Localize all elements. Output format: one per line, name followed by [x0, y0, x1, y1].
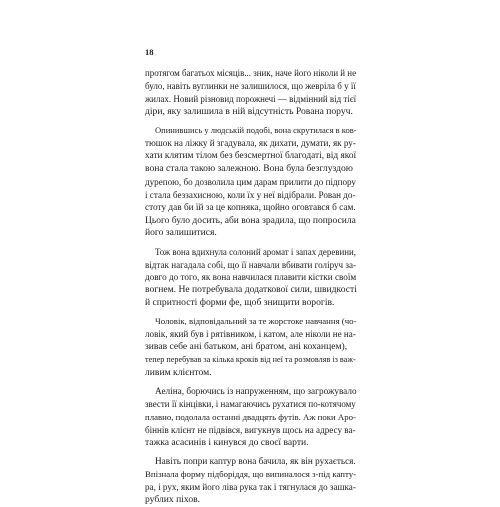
text-line: довго до того, як вона навчилася плавити кістки своїм	[145, 272, 357, 283]
text-line: хати клятим тілом без безсмертної благодаті, від якої	[145, 150, 357, 161]
text-line: звести її кінцівки, і намагаючись рухатися по-котячому	[145, 399, 356, 410]
text-line: ловік, який був і рятівником, і катом, але ніколи не на-	[145, 329, 356, 340]
text-line: його залишитися.	[145, 227, 217, 239]
text-line: діри, яку залишила в ній відсутність Рована поруч.	[145, 105, 353, 117]
text-line: тюшок на ліжку й згадувала, як дихати, думати, як ру-	[145, 137, 356, 148]
text-line: Цього було досить, аби вона зрадила, що попросила	[145, 215, 356, 226]
text-line: й спритності форми фе, щоб знищити ворогів.	[145, 297, 335, 309]
text-line: протягом багатьох місяців... зник, наче його ніколи й не	[145, 68, 357, 78]
text-line: рублих піхов.	[145, 494, 201, 505]
text-line: було, навіть вуглинки не залишилося, що жевріла б у її	[145, 80, 356, 91]
paragraph	[145, 315, 357, 380]
text-line: жилах. Новий різновид порожнечі — відмінний від тієї	[145, 93, 357, 104]
paragraph	[145, 67, 357, 119]
text-line: біннів клієнт не підвівся, вигукнув щось на адресу ва-	[145, 425, 356, 436]
text-line: ливим клієнтом.	[145, 367, 212, 379]
text-line: вона стала такою залежною. Вона була безглуздою	[145, 162, 353, 174]
text-line: відтак нагадала собі, що її навчали вбивати голіруч за-	[145, 259, 357, 270]
paragraph	[145, 385, 357, 450]
text-line: Тож вона вдихнула солоний аромат і запах деревини,	[155, 246, 357, 257]
text-line: тепер перебував за кілька кроків від неї та розмовляв із важ-	[145, 355, 356, 365]
text-line: і стала беззахисною, коли їх у неї відібрали. Рован до-	[145, 189, 356, 200]
text-line: вогнем. Не потребувала додаткової сили, швидкості	[145, 284, 357, 296]
text-line: плавно, подолала останні двадцять футів. Аж поки Аро-	[145, 412, 356, 423]
paragraph	[145, 246, 357, 311]
text-line: ра, і рух, яким його ліва рука так і тягнулася до зашка-	[145, 482, 356, 493]
text-line: Чоловік, відповідальний за те жорстоке навчання (чо-	[155, 316, 357, 327]
text-line: Навіть попри каптур вона бачила, як він рухається.	[155, 456, 356, 467]
text-line: зивав себе ані батьком, ані братом, ані коханцем),	[145, 341, 348, 353]
paragraph	[145, 455, 357, 507]
page-number: 18	[145, 47, 154, 57]
paragraph	[145, 124, 357, 240]
body-text	[145, 67, 357, 507]
text-line: Впізнала форму підборіддя, що випиналося з-під капту-	[145, 469, 357, 480]
text-line: Опинившись у людській подобі, вона скрутилася в ков-	[155, 124, 357, 135]
text-line: тажка асасинів і кинувся до своєї варти.	[145, 437, 309, 449]
text-line: стоту дав би їй за це копняка, щойно оговтався б сам.	[145, 202, 356, 213]
text-line: дурепою, бо дозволила цим дарам прилити до підпору	[145, 176, 356, 187]
text-line: Аеліна, борючись із напруженням, що загрожувало	[155, 386, 357, 397]
